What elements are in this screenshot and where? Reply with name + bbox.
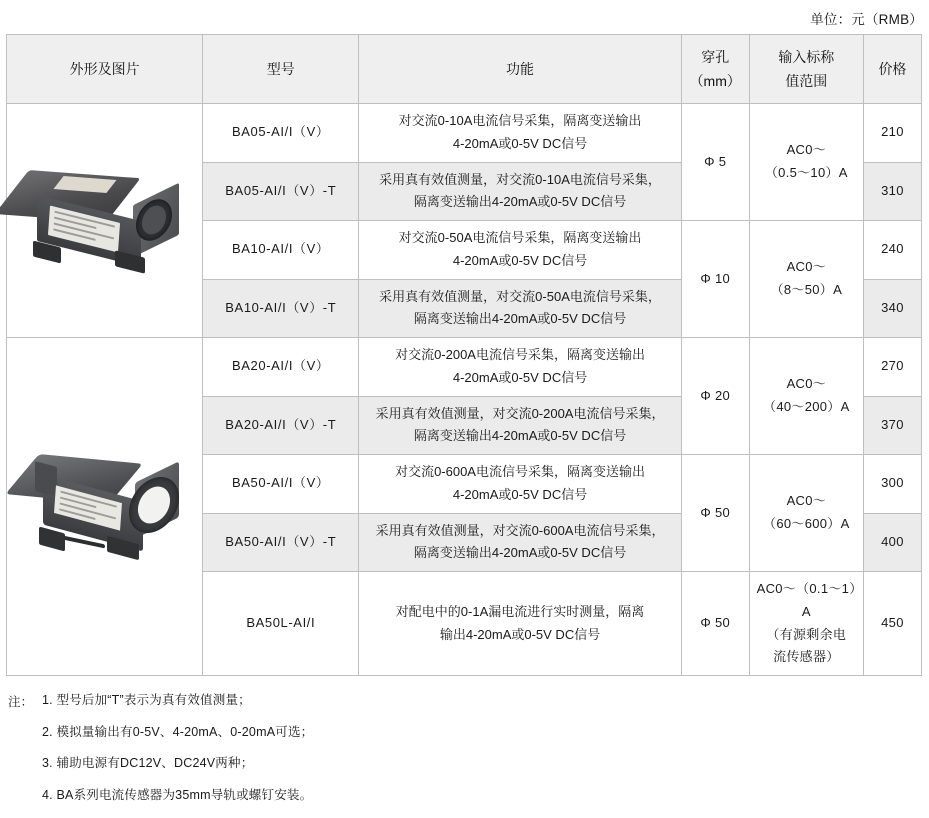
notes-row [8,692,923,818]
cell-model: BA50L-AI/I [203,572,359,676]
sensor-through-hole-inner [136,480,173,529]
cell-hole: Φ 10 [681,221,749,338]
cell-range [749,338,863,455]
range-line-1: AC0～ [786,376,827,392]
square-sensor-illustration [29,170,181,274]
cell-model: BA10-AI/I（V）-T [203,279,359,338]
cell-function [359,162,681,221]
cell-price: 340 [863,279,921,338]
cell-function [359,221,681,280]
function-line-2: 4-20mA或0-5V DC信号 [452,135,588,151]
function-line-1: 对交流0-10A电流信号采集，隔离变送输出 [398,113,642,128]
sensor-image-square [11,146,201,296]
range-line-2: （0.5～10）A [764,165,848,180]
round-sensor-illustration [33,454,183,562]
note-item: 4. BA系列电流传感器为35mm导轨或螺钉安装。 [42,787,313,802]
cell-hole: Φ 20 [681,338,749,455]
function-line-1: 采用真有效值测量，对交流0-200A电流信号采集， [375,405,665,421]
cell-function [359,279,681,338]
range-line-1: AC0～ [786,142,827,158]
range-line-1: AC0～ [786,259,827,275]
cell-range [749,104,863,221]
cell-price: 300 [863,455,921,514]
function-line-2: 输出4-20mA或0-5V DC信号 [439,626,601,642]
column-header-hole-line2: （mm） [689,73,741,89]
column-header-range-line1: 输入标称 [778,48,835,65]
function-line-2: 4-20mA或0-5V DC信号 [452,486,588,502]
sensor-through-hole-inner [141,201,168,238]
function-line-1: 对交流0-600A电流信号采集，隔离变送输出 [395,464,645,479]
column-header-range [749,35,863,104]
column-header-range-line2: 值范围 [785,73,828,89]
unit-note: 单位：元（RMB） [810,12,923,27]
column-header-price: 价格 [863,35,921,104]
cell-price: 450 [863,572,921,676]
column-header-model: 型号 [203,35,359,104]
range-line-2: （40～200）A [763,399,850,414]
range-line-2: （8～50）A [770,282,843,297]
cell-function [359,513,681,572]
cell-function [359,396,681,455]
function-line-1: 采用真有效值测量，对交流0-600A电流信号采集， [375,522,665,538]
cell-price: 370 [863,396,921,455]
sensor-rail-clip [35,461,57,497]
function-line-1: 对交流0-50A电流信号采集，隔离变送输出 [398,230,642,245]
product-image-cell-round [7,338,203,676]
column-header-function: 功能 [359,35,681,104]
note-item: 2. 模拟量输出有0-5V、4-20mA、0-20mA可选； [42,724,314,739]
note-item: 1. 型号后加“T”表示为真有效值测量； [42,693,251,707]
function-line-1: 对配电中的0-1A漏电流进行实时测量，隔离 [395,603,645,619]
table-row [7,338,922,397]
cell-hole: Φ 50 [681,455,749,572]
cell-range [749,221,863,338]
notes-list [42,692,923,818]
function-line-2: 隔离变送输出4-20mA或0-5V DC信号 [413,194,627,210]
table-row [7,104,922,163]
cell-hole: Φ 5 [681,104,749,221]
note-item: 3. 辅助电源有DC12V、DC24V两种； [42,756,254,770]
range-line-1: AC0～ [786,493,827,509]
function-line-2: 隔离变送输出4-20mA或0-5V DC信号 [413,428,627,444]
notes-label: 注： [8,695,34,709]
product-image-cell-square [7,104,203,338]
cell-model: BA05-AI/I（V） [203,104,359,163]
cell-range [749,572,863,676]
table-header-row [7,35,922,104]
column-header-image: 外形及图片 [7,35,203,104]
cell-price: 310 [863,162,921,221]
cell-function [359,572,681,676]
function-line-2: 4-20mA或0-5V DC信号 [452,252,588,268]
cell-model: BA50-AI/I（V）-T [203,513,359,572]
function-line-1: 采用真有效值测量，对交流0-10A电流信号采集， [379,171,661,187]
cell-model: BA20-AI/I（V） [203,338,359,397]
table-body [7,104,922,676]
cell-function [359,338,681,397]
cell-price: 270 [863,338,921,397]
cell-function [359,455,681,514]
function-line-2: 隔离变送输出4-20mA或0-5V DC信号 [413,311,627,327]
column-header-hole-line1: 穿孔 [701,48,730,65]
range-line-1: AC0～（0.1～1）A [756,581,857,619]
cell-price: 210 [863,104,921,163]
function-line-1: 采用真有效值测量，对交流0-50A电流信号采集， [379,288,661,304]
cell-model: BA05-AI/I（V）-T [203,162,359,221]
notes-section [8,692,923,818]
cell-price: 400 [863,513,921,572]
sensor-image-round [11,432,201,582]
cell-model: BA10-AI/I（V） [203,221,359,280]
range-line-2: （60～600）A [763,516,850,531]
column-header-hole [681,35,749,104]
cell-range [749,455,863,572]
product-price-table [6,34,922,676]
cell-model: BA20-AI/I（V）-T [203,396,359,455]
cell-hole: Φ 50 [681,572,749,676]
range-line-3: 流传感器） [773,649,840,665]
cell-function [359,104,681,163]
cell-model: BA50-AI/I（V） [203,455,359,514]
cell-price: 240 [863,221,921,280]
table-header [7,35,922,104]
function-line-2: 隔离变送输出4-20mA或0-5V DC信号 [413,545,627,561]
function-line-2: 4-20mA或0-5V DC信号 [452,369,588,385]
function-line-1: 对交流0-200A电流信号采集，隔离变送输出 [395,347,645,362]
range-line-2: （有源剩余电 [766,626,847,642]
sensor-foot [39,526,65,551]
